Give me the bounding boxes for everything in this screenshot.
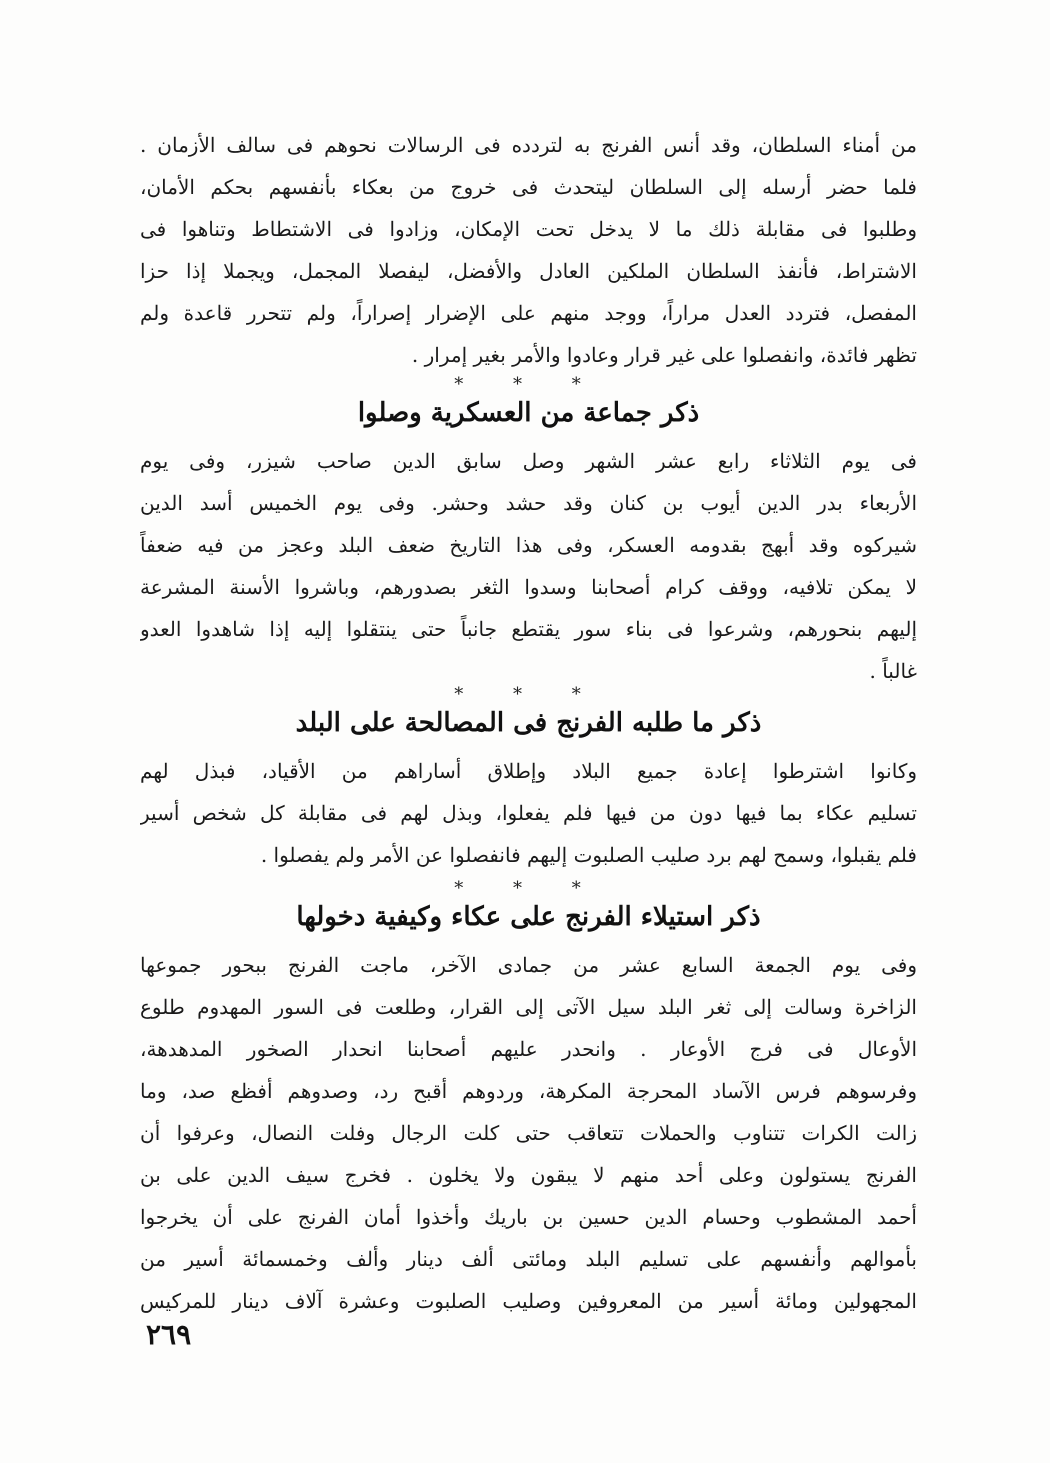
text-line: الأوعال فى فرج الأوعار . وانحدر عليهم أصحابنا انحدار الصخور المدهدهة، (140, 1037, 917, 1061)
text-line: المفصل، فتردد العدل مراراً، ووجد منهم على الإضرار إصراراً، ولم تتحرر قاعدة ولم (140, 301, 917, 325)
section-heading: ذكر استيلاء الفرنج على عكاء وكيفية دخولها (296, 902, 761, 932)
section-separator: * * * (454, 374, 603, 395)
text-line: فى يوم الثلاثاء رابع عشر الشهر وصل سابق الدين صاحب شيزر، وفى يوم (140, 449, 917, 473)
text-line: أحمد المشطوب وحسام الدين حسين بن باريك وأخذوا أمان الفرنج على أن يخرجوا (140, 1205, 917, 1229)
section-separator: * * * (454, 684, 603, 705)
text-line: وفرسوهم فرس الآساد المحرجة المكرهة، وردوهم أقبح رد، وصدوهم أفظع صد، وما (140, 1079, 917, 1103)
text-line: زالت الكرات تتناوب والحملات تتعاقب حتى كلت الرجال وفلت النصال، وعرفوا أن (140, 1121, 917, 1145)
paragraph-1 (140, 124, 917, 376)
text-line: وكانوا اشترطوا إعادة جميع البلاد وإطلاق أساراهم من الأقياد، فبذل لهم (140, 759, 917, 783)
text-line: فلما حضر أرسله إلى السلطان ليتحدث فى خروج من بعكاء بأنفسهم بحكم الأمان، (140, 175, 917, 199)
text-line: من أمناء السلطان، وقد أنس الفرنج به لتردده فى الرسالات نحوهم فى سالف الأزمان . (140, 133, 917, 157)
text-line: تسليم عكاء بما فيها دون من فيها فلم يفعلوا، وبذل لهم فى مقابلة كل شخص أسير (140, 801, 917, 825)
section-heading: ذكر ما طلبه الفرنج فى المصالحة على البلد (295, 708, 762, 738)
text-line: الأربعاء بدر الدين أيوب بن كنان وقد حشد وحشر. وفى يوم الخميس أسد الدين (140, 491, 917, 515)
paragraph-2 (140, 440, 917, 692)
text-line: شيركوه وقد أبهج بقدومه العسكر، وفى هذا التاريخ ضعف البلد وعجز من فيه ضعفاً (140, 533, 917, 557)
paragraph-3 (140, 750, 917, 876)
text-line: تظهر فائدة، وانفصلوا على غير قرار وعادوا والأمر بغير إمرار . (411, 343, 917, 367)
text-line: الفرنج يستولون وعلى أحد منهم لا يبقون ولا يخلون . فخرج سيف الدين على بن (140, 1163, 917, 1187)
text-line: المجهولين ومائة أسير من المعروفين وصليب الصلبوت وعشرة آلاف دينار للمركيس (140, 1289, 917, 1313)
text-line: إليهم بنحورهم، وشرعوا فى بناء سور يقتطع جانباً حتى ينتقلوا إليه إذا شاهدوا العدو (140, 617, 917, 641)
text-line: غالباً . (869, 659, 917, 683)
text-line: لا يمكن تلافيه، ووقف كرام أصحابنا وسدوا الثغر بصدورهم، وباشروا الأسنة المشرعة (140, 575, 917, 599)
text-line: الزاخرة وسالت إلى ثغر البلد سيل الآتى إلى القرار، وطلعت فى السور المهدوم طلوع (140, 995, 917, 1019)
text-line: الاشتراط، فأنفذ السلطان الملكين العادل والأفضل، ليفصلا المجمل، ويجملا إذا حزا (140, 259, 917, 283)
text-line: وطلبوا فى مقابلة ذلك ما لا يدخل تحت الإمكان، وزادوا فى الاشتطاط وتناهوا فى (140, 217, 917, 241)
text-line: فلم يقبلوا، وسمح لهم برد صليب الصلبوت إليهم فانفصلوا عن الأمر ولم يفصلوا . (260, 843, 917, 867)
paragraph-4 (140, 944, 917, 1322)
section-heading: ذكر جماعة من العسكرية وصلوا (357, 398, 700, 428)
page-number: ٢٦٩ (146, 1318, 192, 1351)
text-line: وفى يوم الجمعة السابع عشر من جمادى الآخر، ماجت الفرنج ببحور جموعها (140, 953, 917, 977)
text-line: بأموالهم وأنفسهم على تسليم البلد ومائتى ألف دينار وألف وخمسمائة أسير من (140, 1247, 917, 1271)
section-separator: * * * (454, 878, 603, 899)
